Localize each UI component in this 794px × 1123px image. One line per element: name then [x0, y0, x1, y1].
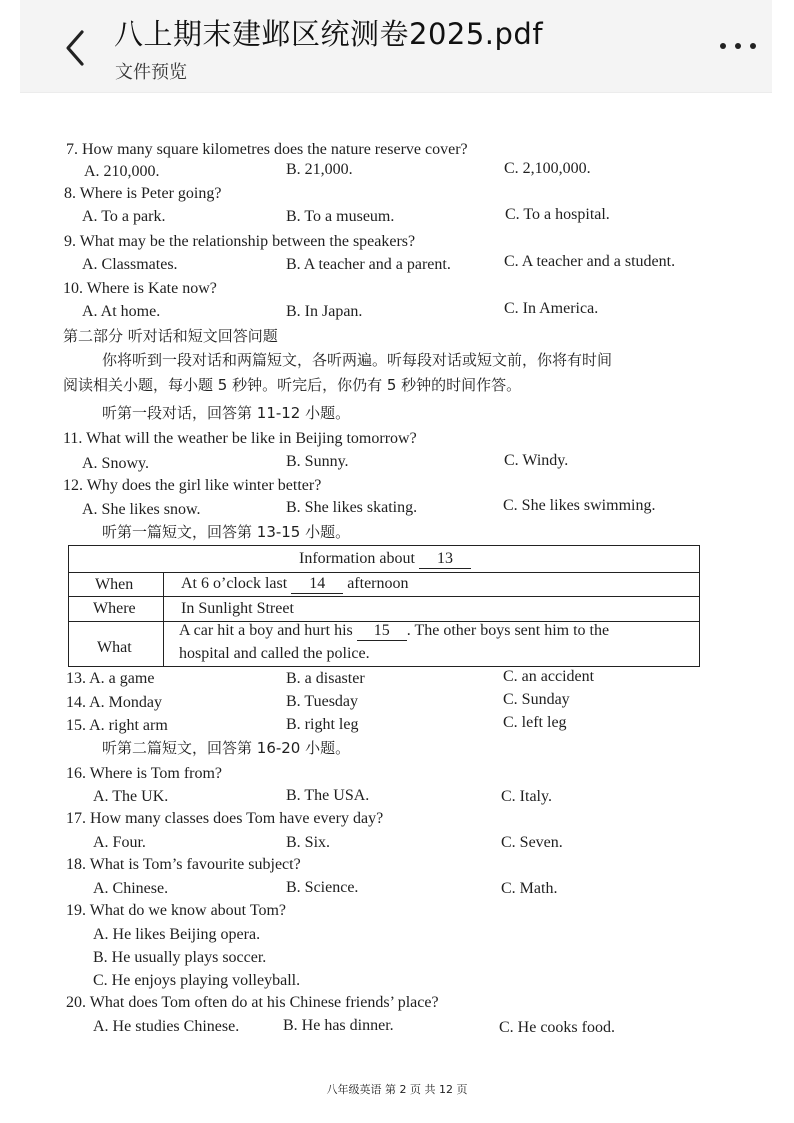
option-b: B. Six. [286, 834, 331, 851]
answer-blank-15: 15 [357, 622, 407, 641]
row-value-what-line2: hospital and called the police. [179, 645, 370, 662]
page-footer: 八年级英语 第 2 页 共 12 页 [326, 1083, 468, 1096]
option-b: B. Tuesday [286, 693, 359, 710]
option-a: A. Four. [93, 834, 146, 851]
more-options-button[interactable] [716, 30, 760, 60]
option-c: C. In America. [504, 300, 599, 317]
question-text: 10. Where is Kate now? [63, 280, 217, 297]
option-a: A. Snowy. [82, 455, 149, 472]
dot-icon [720, 43, 726, 49]
instruction-text: 阅读相关小题，每小题 5 秒钟。听完后，你仍有 5 秒钟的时间作答。 [63, 376, 522, 394]
option-c: C. Windy. [504, 452, 569, 469]
back-button[interactable] [58, 28, 92, 68]
option-b: B. a disaster [286, 670, 365, 687]
answer-blank-14: 14 [291, 575, 343, 594]
question-text: 7. How many square kilometres does the nature reserve cover? [66, 141, 468, 158]
option-b: B. The USA. [286, 787, 370, 804]
answer-blank-13: 13 [419, 550, 471, 569]
section-heading: 第二部分 听对话和短文回答问题 [63, 327, 278, 345]
option-c: C. He enjoys playing volleyball. [93, 972, 301, 989]
option-c: C. Math. [501, 880, 558, 897]
option-b: B. Science. [286, 879, 359, 896]
file-title: 八上期末建邺区统测卷2025.pdf [114, 17, 544, 51]
dialogue-note: 听第一段对话，回答第 11-12 小题。 [102, 404, 351, 422]
option-c: C. Seven. [501, 834, 563, 851]
option-a: 15. A. right arm [66, 717, 168, 734]
row-value-what-line1 [179, 622, 609, 641]
option-c: C. She likes swimming. [503, 497, 656, 514]
option-c: C. 2,100,000. [504, 160, 591, 177]
passage-note: 听第一篇短文，回答第 13-15 小题。 [102, 523, 351, 541]
option-c: C. To a hospital. [505, 206, 610, 223]
dot-icon [750, 43, 756, 49]
question-text: 12. Why does the girl like winter better? [63, 477, 322, 494]
dot-icon [735, 43, 741, 49]
option-a: A. 210,000. [84, 163, 160, 180]
option-b: B. To a museum. [286, 208, 395, 225]
row-value-when [181, 575, 409, 594]
option-a: 14. A. Monday [66, 694, 162, 711]
table-divider [163, 572, 164, 666]
question-text: 19. What do we know about Tom? [66, 902, 287, 919]
option-b: B. She likes skating. [286, 499, 418, 516]
when-text: At 6 o’clock last [181, 575, 288, 592]
option-a: A. He studies Chinese. [93, 1018, 240, 1035]
option-c: C. Italy. [501, 788, 552, 805]
option-a: A. She likes snow. [82, 501, 201, 518]
option-a: A. Classmates. [82, 256, 178, 273]
question-text: 16. Where is Tom from? [66, 765, 223, 782]
row-label-where: Where [93, 600, 136, 617]
option-b: B. A teacher and a parent. [286, 256, 451, 273]
question-text: 20. What does Tom often do at his Chinese friends’ place? [66, 994, 439, 1011]
table-title [299, 550, 471, 569]
row-label-when: When [95, 576, 134, 593]
instruction-text: 你将听到一段对话和两篇短文，各听两遍。听每段对话或短文前，你将有时间 [102, 351, 613, 369]
question-text: 9. What may be the relationship between the speakers? [64, 233, 416, 250]
question-text: 11. What will the weather be like in Beijing tomorrow? [63, 430, 417, 447]
table-title-text: Information about [299, 550, 415, 567]
chevron-left-icon [58, 28, 92, 68]
option-b: B. Sunny. [286, 453, 349, 470]
row-value-where: In Sunlight Street [181, 600, 294, 617]
when-suffix: afternoon [347, 575, 409, 592]
question-text: 17. How many classes does Tom have every day? [66, 810, 384, 827]
what-text: A car hit a boy and hurt his [179, 622, 353, 639]
option-c: C. left leg [503, 714, 567, 731]
option-c: C. A teacher and a student. [504, 253, 676, 270]
information-table [68, 545, 700, 667]
preview-header [20, 0, 772, 93]
question-text: 8. Where is Peter going? [64, 185, 222, 202]
option-b: B. right leg [286, 716, 359, 733]
option-c: C. Sunday [503, 691, 570, 708]
option-c: C. He cooks food. [499, 1019, 615, 1036]
option-c: C. an accident [503, 668, 595, 685]
option-a: A. To a park. [82, 208, 166, 225]
option-b: B. He usually plays soccer. [93, 949, 267, 966]
file-preview-label: 文件预览 [115, 62, 187, 83]
option-b: B. 21,000. [286, 161, 353, 178]
option-a: A. The UK. [93, 788, 169, 805]
option-b: B. He has dinner. [283, 1017, 394, 1034]
row-label-what: What [97, 639, 132, 656]
option-a: A. At home. [82, 303, 161, 320]
option-a: 13. A. a game [66, 670, 155, 687]
option-a: A. Chinese. [93, 880, 169, 897]
option-b: B. In Japan. [286, 303, 363, 320]
passage-note: 听第二篇短文，回答第 16-20 小题。 [102, 739, 351, 757]
what-suffix: . The other boys sent him to the [406, 622, 610, 639]
question-text: 18. What is Tom’s favourite subject? [66, 856, 301, 873]
option-a: A. He likes Beijing opera. [93, 926, 261, 943]
